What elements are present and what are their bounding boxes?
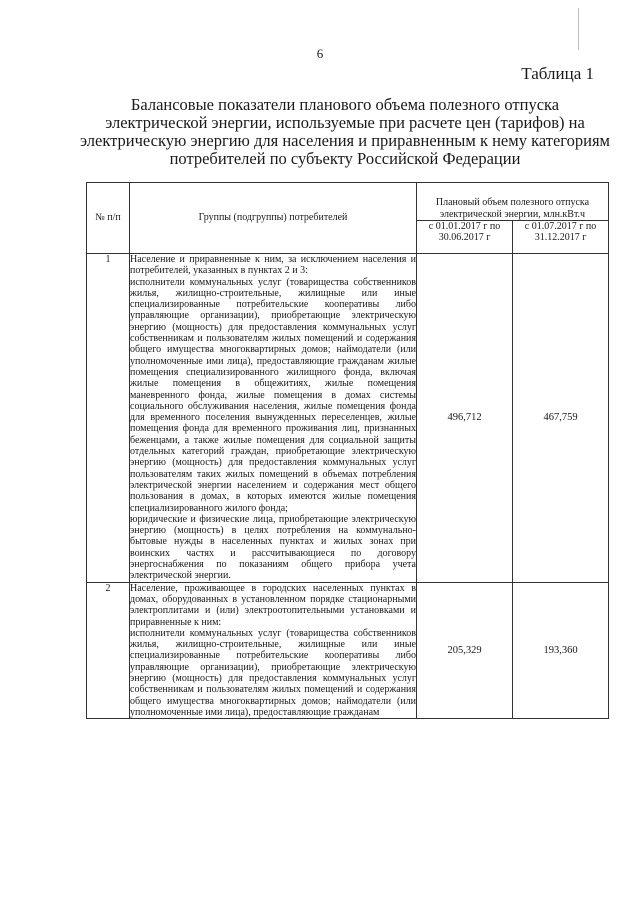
page-number: 6 <box>316 46 324 61</box>
page-edge-line <box>578 8 579 50</box>
row-value-period-2: 193,360 <box>513 582 609 719</box>
table-row <box>87 254 609 583</box>
row-value-period-1: 496,712 <box>417 254 513 583</box>
row-value-period-2: 467,759 <box>513 254 609 583</box>
row-number: 2 <box>87 582 130 719</box>
header-period-2: с 01.07.2017 г по 31.12.2017 г <box>513 221 609 254</box>
row-description-text: Население и приравненные к ним, за исключением населения и потребителей, указанных в пунктах 2 и 3: исполнители коммунальных услуг (товарищества собственников жилья, жилищно-строительные, жилищные или иные специализированные потребительские кооперативы либо управляющие организации), приобретающие электрическую энергию (мощность) для предоставления коммунальных услуг собственникам и пользователям жилых помещений и содержания общего имущества многоквартирных домов; наймодатели (или уполномоченные ими лица), предоставляющие гражданам жилые помещения специализированного жилищного фонда, включая жилые помещения в общежитиях, жилые помещения маневренного фонда, жилые помещения в домах системы социального обслуживания населения, жилые помещения фонда для временного поселения вынужденных переселенцев, жилые помещения фонда для временного проживания лиц, признанных беженцами, а также жилые помещения для социальной защиты отдельных категорий граждан, приобретающие электрическую энергию (мощность) для предоставления коммунальных услуг пользователям таких жилых помещений в объемах потребления электрической энергии населением и содержания мест общего пользования в домах, в которых имеются жилые помещения специализированного жилого фонда; юридические и физические лица, приобретающие электрическую энергию (мощность) в целях потребления на коммунально-бытовые нужды в населенных пунктах и жилых зонах при воинских частях и рассчитывающиеся по договору энергоснабжения по показаниям общего прибора учета электрической энергии. <box>130 254 416 582</box>
row-value-period-1: 205,329 <box>417 582 513 719</box>
row-description <box>130 254 417 583</box>
table-caption: Таблица 1 <box>521 64 594 83</box>
header-plan-volume: Плановый объем полезного отпуска электрической энергии, млн.кВт.ч <box>417 183 609 221</box>
header-num: № п/п <box>87 183 130 254</box>
header-period-1: с 01.01.2017 г по 30.06.2017 г <box>417 221 513 254</box>
table-header-row <box>87 183 609 221</box>
balance-table <box>86 182 609 719</box>
row-number: 1 <box>87 254 130 583</box>
header-group: Группы (подгруппы) потребителей <box>130 183 417 254</box>
table-row <box>87 582 609 719</box>
row-description <box>130 582 417 719</box>
document-title: Балансовые показатели планового объема полезного отпуска электрической энергии, используемые при расчете цен (тарифов) на электрическую энергию для населения и приравненным к нему категориям потребителей по субъекту Российской Федерации <box>79 95 610 168</box>
row-description-text: Население, проживающее в городских населенных пунктах в домах, оборудованных в установленном порядке стационарными электроплитами и (или) электроотопительными установками и приравненные к ним: исполнители коммунальных услуг (товарищества собственников жилья, жилищно-строительные, жилищные или иные специализированные потребительские кооперативы либо управляющие организации), приобретающие электрическую энергию (мощность) для предоставления коммунальных услуг собственникам и пользователям жилых помещений и содержания общего имущества многоквартирных домов; наймодатели (или уполномоченные ими лица), предоставляющие гражданам <box>130 582 416 718</box>
